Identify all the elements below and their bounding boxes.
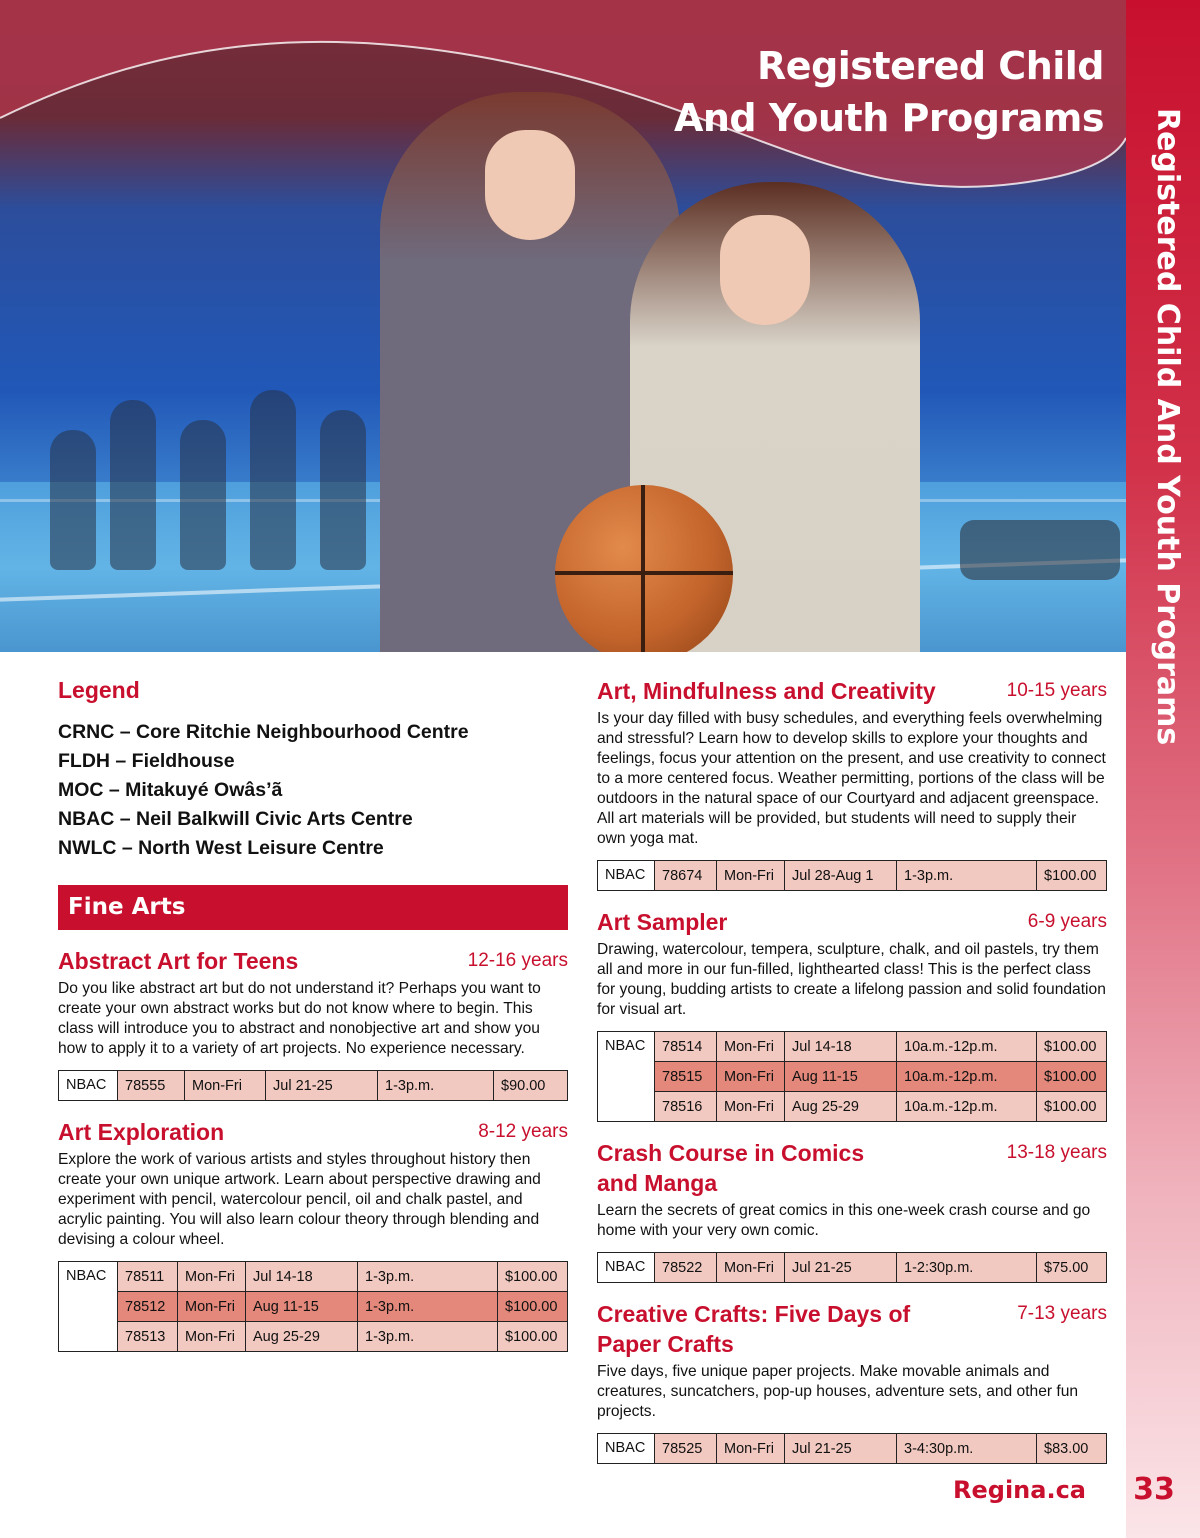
- program-comics-manga: [597, 1138, 1107, 1283]
- schedule-code: 78513: [118, 1322, 178, 1352]
- schedule-table: [597, 1433, 1107, 1464]
- program-title: Art Sampler: [597, 909, 728, 935]
- schedule-location: NBAC: [59, 1262, 118, 1352]
- schedule-row: [598, 1092, 1107, 1122]
- schedule-code: 78555: [118, 1071, 185, 1101]
- schedule-days: Mon-Fri: [717, 1092, 785, 1122]
- schedule-code: 78514: [655, 1032, 717, 1062]
- program-description: Is your day filled with busy schedules, and everything feels overwhelming and stressful? Learn how to develop skills to explore your thoughts and feelings, focus your attention on the present, and use creativity to connect to a more centered focus. Weather permitting, portions of the class will be outdoors in the natural space of our Courtyard and adjacent greenspace. All art materials will be provided, but students will need to supply their own yoga mat.: [597, 710, 1106, 847]
- program-creative-crafts: [597, 1299, 1107, 1464]
- schedule-days: Mon-Fri: [185, 1071, 266, 1101]
- schedule-days: Mon-Fri: [178, 1262, 246, 1292]
- schedule-price: $100.00: [1037, 861, 1107, 891]
- side-band-title: Registered Child And Youth Programs: [1150, 108, 1185, 746]
- section-header-fine-arts: Fine Arts: [58, 885, 568, 930]
- program-age: 6-9 years: [1027, 911, 1107, 932]
- program-art-mindfulness: [597, 676, 1107, 891]
- page-title-line: And Youth Programs: [673, 96, 1104, 140]
- face-right: [720, 215, 810, 325]
- program-title: Crash Course in Comics and Manga: [597, 1140, 865, 1196]
- schedule-row: [59, 1322, 568, 1352]
- schedule-table: [597, 860, 1107, 891]
- program-title: Art Exploration: [58, 1119, 225, 1145]
- program-title: Art, Mindfulness and Creativity: [597, 678, 936, 704]
- schedule-table: [597, 1252, 1107, 1283]
- left-column: [58, 676, 568, 1352]
- program-description: Explore the work of various artists and styles throughout history then create your own unique artwork. Learn about perspective drawing and experiment with pencil, watercolour pencil, oil and chalk pastel, and acrylic painting. You will also learn colour theory through blending and devising a colour wheel.: [58, 1151, 541, 1248]
- schedule-location: NBAC: [598, 1032, 655, 1122]
- schedule-price: $83.00: [1037, 1434, 1107, 1464]
- schedule-row: [598, 861, 1107, 891]
- background-players: [40, 340, 390, 570]
- schedule-location: NBAC: [598, 1434, 655, 1464]
- schedule-dates: Jul 14-18: [246, 1262, 358, 1292]
- schedule-location: NBAC: [598, 1253, 655, 1283]
- schedule-row: [59, 1292, 568, 1322]
- schedule-dates: Jul 21-25: [785, 1434, 897, 1464]
- schedule-time: 10a.m.-12p.m.: [897, 1092, 1037, 1122]
- schedule-time: 1-3p.m.: [358, 1292, 498, 1322]
- program-description: Drawing, watercolour, tempera, sculpture, chalk, and oil pastels, try them all and more in our fun-filled, lighthearted class! This is the perfect class for young, budding artists to create a lifelong passion and solid foundation for visual art.: [597, 941, 1106, 1018]
- schedule-price: $100.00: [1037, 1032, 1107, 1062]
- page-title: [674, 40, 1104, 144]
- schedule-dates: Jul 28-Aug 1: [785, 861, 897, 891]
- schedule-time: 1-3p.m.: [358, 1322, 498, 1352]
- schedule-time: 10a.m.-12p.m.: [897, 1032, 1037, 1062]
- schedule-days: Mon-Fri: [717, 1062, 785, 1092]
- schedule-price: $100.00: [498, 1322, 568, 1352]
- schedule-time: 1-3p.m.: [358, 1262, 498, 1292]
- basketball-icon: [555, 485, 733, 652]
- legend-item: NBAC – Neil Balkwill Civic Arts Centre: [58, 808, 413, 830]
- schedule-days: Mon-Fri: [178, 1322, 246, 1352]
- schedule-dates: Aug 25-29: [246, 1322, 358, 1352]
- schedule-row: [598, 1032, 1107, 1062]
- schedule-table: [58, 1070, 568, 1101]
- schedule-dates: Aug 11-15: [246, 1292, 358, 1322]
- legend-item: NWLC – North West Leisure Centre: [58, 837, 384, 859]
- schedule-code: 78525: [655, 1434, 717, 1464]
- legend-item: CRNC – Core Ritchie Neighbourhood Centre: [58, 721, 469, 743]
- schedule-dates: Aug 11-15: [785, 1062, 897, 1092]
- schedule-time: 1-3p.m.: [897, 861, 1037, 891]
- program-age: 10-15 years: [1006, 680, 1107, 701]
- page-title-line: Registered Child: [757, 44, 1104, 88]
- program-title: Abstract Art for Teens: [58, 948, 299, 974]
- schedule-time: 1-2:30p.m.: [897, 1253, 1037, 1283]
- program-description: Five days, five unique paper projects. Make movable animals and creatures, suncatchers, pop-up houses, adventure sets, and other fun projects.: [597, 1363, 1079, 1420]
- page-number: 33: [1133, 1472, 1175, 1507]
- schedule-dates: Aug 25-29: [785, 1092, 897, 1122]
- schedule-price: $100.00: [498, 1262, 568, 1292]
- schedule-row: [59, 1071, 568, 1101]
- schedule-row: [598, 1253, 1107, 1283]
- program-art-exploration: [58, 1117, 568, 1352]
- schedule-days: Mon-Fri: [178, 1292, 246, 1322]
- schedule-time: 3-4:30p.m.: [897, 1434, 1037, 1464]
- program-age: 12-16 years: [467, 950, 568, 971]
- schedule-price: $75.00: [1037, 1253, 1107, 1283]
- program-age: 7-13 years: [1017, 1303, 1107, 1324]
- schedule-table: [597, 1031, 1107, 1122]
- schedule-row: [598, 1062, 1107, 1092]
- legend-item: FLDH – Fieldhouse: [58, 750, 235, 772]
- background-bench: [960, 520, 1120, 580]
- program-age: 8-12 years: [478, 1121, 568, 1142]
- schedule-code: 78674: [655, 861, 717, 891]
- schedule-row: [598, 1434, 1107, 1464]
- schedule-days: Mon-Fri: [717, 1434, 785, 1464]
- schedule-table: [58, 1261, 568, 1352]
- schedule-location: NBAC: [598, 861, 655, 891]
- schedule-row: [59, 1262, 568, 1292]
- program-art-sampler: [597, 907, 1107, 1122]
- schedule-price: $100.00: [1037, 1092, 1107, 1122]
- schedule-time: 1-3p.m.: [378, 1071, 494, 1101]
- footer-website-link[interactable]: Regina.ca: [953, 1476, 1086, 1504]
- schedule-dates: Jul 14-18: [785, 1032, 897, 1062]
- schedule-dates: Jul 21-25: [785, 1253, 897, 1283]
- right-column: [597, 676, 1107, 1464]
- schedule-code: 78512: [118, 1292, 178, 1322]
- legend-heading: Legend: [58, 677, 140, 703]
- program-title: Creative Crafts: Five Days of Paper Crafts: [597, 1301, 911, 1357]
- schedule-days: Mon-Fri: [717, 1032, 785, 1062]
- legend-item: MOC – Mitakuyé Owâs’ã: [58, 779, 283, 801]
- schedule-price: $100.00: [498, 1292, 568, 1322]
- program-age: 13-18 years: [1006, 1142, 1107, 1163]
- schedule-time: 10a.m.-12p.m.: [897, 1062, 1037, 1092]
- program-abstract-art: [58, 946, 568, 1101]
- schedule-code: 78516: [655, 1092, 717, 1122]
- schedule-code: 78522: [655, 1253, 717, 1283]
- legend-list: [58, 718, 568, 863]
- program-description: Learn the secrets of great comics in this one-week crash course and go home with your very own comic.: [597, 1202, 1091, 1239]
- schedule-days: Mon-Fri: [717, 1253, 785, 1283]
- program-description: Do you like abstract art but do not understand it? Perhaps you want to create your own abstract works but do not know where to begin. This class will introduce you to abstract and nonobjective art and show you how to apply it to a variety of art projects. No experience necessary.: [58, 980, 541, 1057]
- schedule-price: $90.00: [494, 1071, 568, 1101]
- schedule-code: 78515: [655, 1062, 717, 1092]
- schedule-code: 78511: [118, 1262, 178, 1292]
- schedule-location: NBAC: [59, 1071, 118, 1101]
- schedule-price: $100.00: [1037, 1062, 1107, 1092]
- hero-photo: [0, 0, 1126, 652]
- schedule-days: Mon-Fri: [717, 861, 785, 891]
- schedule-dates: Jul 21-25: [266, 1071, 378, 1101]
